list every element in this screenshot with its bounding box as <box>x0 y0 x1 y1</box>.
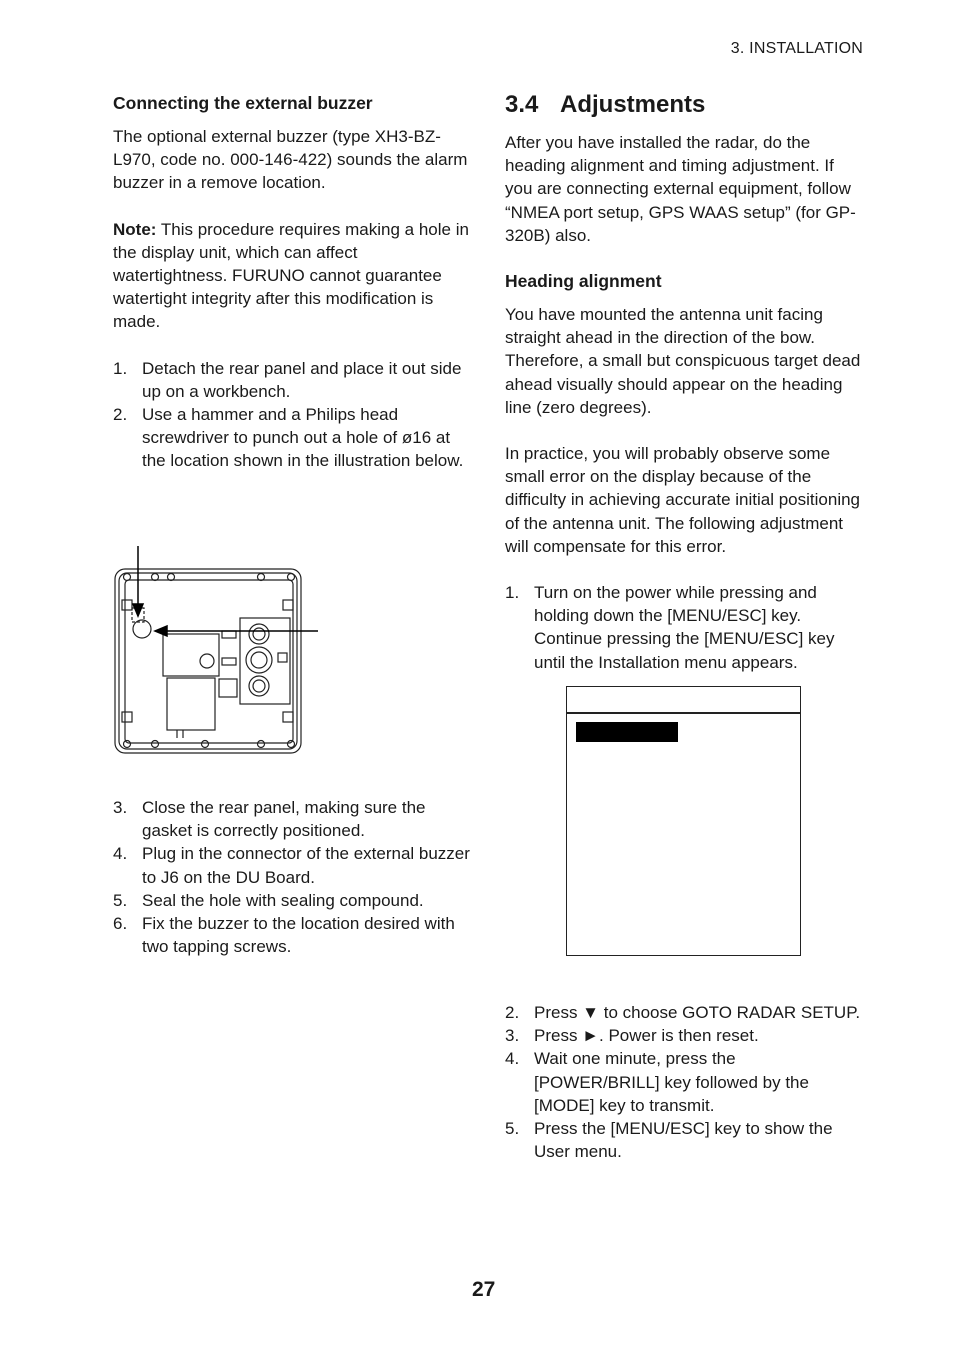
note-text: This procedure requires making a hole in the display unit, which can affect watertightness. FURUNO cannot guarantee watertight integrity after this modification is made. <box>113 219 469 332</box>
list-item <box>113 403 475 473</box>
list-item <box>505 1047 865 1117</box>
step-text: Wait one minute, press the [POWER/BRILL] key followed by the [MODE] key to transmit. <box>534 1049 809 1115</box>
page-number: 27 <box>472 1278 496 1301</box>
buzzer-heading: Connecting the external buzzer <box>113 93 373 113</box>
list-item <box>113 796 475 842</box>
adjustments-intro: After you have installed the radar, do the heading alignment and timing adjustment. If you are connecting external equipment, follow “NMEA port setup, GPS WAAS setup” (for GP-320B) also. <box>505 133 856 245</box>
list-item <box>505 581 865 674</box>
note-paragraph <box>113 218 475 334</box>
step-text: Detach the rear panel and place it out side up on a workbench. <box>142 358 462 401</box>
buzzer-steps-a <box>113 357 475 473</box>
step-text: Press the [MENU/ESC] key to show the User menu. <box>534 1119 833 1162</box>
step-text: Fix the buzzer to the location desired with two tapping screws. <box>142 914 455 957</box>
left-column-lower <box>113 796 475 981</box>
list-item <box>113 912 475 958</box>
step-number: 6. <box>113 914 128 934</box>
step-number: 5. <box>113 890 128 910</box>
list-item <box>113 889 475 912</box>
alignment-steps-a <box>505 581 865 674</box>
list-item <box>113 842 475 888</box>
step-number: 2. <box>505 1003 520 1022</box>
step-number: 4. <box>113 844 128 864</box>
step-text: Use a hammer and a Philips head screwdriver to punch out a hole of ø16 at the location shown in the illustration below. <box>142 405 464 471</box>
buzzer-steps-b <box>113 796 475 958</box>
section-title: Adjustments <box>560 91 706 118</box>
step-number: 5. <box>505 1119 520 1139</box>
step-number: 1. <box>113 358 128 378</box>
step-text: Seal the hole with sealing compound. <box>142 890 424 910</box>
step-text: Turn on the power while pressing and holding down the [MENU/ESC] key. Continue pressing the [MENU/ESC] key until the Installation menu appears. <box>534 583 835 672</box>
step-text: Press ►. Power is then reset. <box>534 1026 759 1046</box>
step-number: 4. <box>505 1049 520 1069</box>
step-number: 3. <box>505 1026 520 1046</box>
section-heading <box>505 90 865 120</box>
running-header: 3. INSTALLATION <box>730 40 863 57</box>
buzzer-intro: The optional external buzzer (type XH3-BZ-L970, code no. 000-146-422) sounds the alarm buzzer in a remove location. <box>113 127 468 193</box>
installation-menu-illustration <box>566 686 801 956</box>
list-item <box>113 357 475 403</box>
menu-highlight-bar <box>576 722 678 742</box>
alignment-paragraph-2: In practice, you will probably observe some small error on the display because of the difficulty in achieving accurate initial positioning of the antenna unit. The following adjustment will compensate for this error. <box>505 444 860 556</box>
alignment-steps-b <box>505 1001 865 1163</box>
section-number: 3.4 <box>505 91 539 118</box>
step-number: 2. <box>113 405 128 425</box>
right-column <box>505 90 865 697</box>
list-item <box>505 1024 865 1047</box>
right-column-lower <box>505 1001 865 1186</box>
rear-panel-illustration <box>105 540 330 760</box>
step-text: Close the rear panel, making sure the gasket is correctly positioned. <box>142 798 426 841</box>
step-number: 3. <box>113 798 128 817</box>
left-column <box>113 92 475 496</box>
heading-alignment-heading: Heading alignment <box>505 271 662 292</box>
list-item <box>505 1117 865 1163</box>
step-text: Press ▼ to choose GOTO RADAR SETUP. <box>534 1003 861 1022</box>
list-item <box>505 1001 865 1024</box>
step-number: 1. <box>505 583 520 603</box>
menu-title-bar <box>567 687 800 714</box>
alignment-paragraph-1: You have mounted the antenna unit facing straight ahead in the direction of the bow. Therefore, a small but conspicuous target dead ahead visually should appear on the heading line (zero degrees). <box>505 305 861 417</box>
note-label: Note: <box>113 219 157 239</box>
step-text: Plug in the connector of the external buzzer to J6 on the DU Board. <box>142 844 470 887</box>
